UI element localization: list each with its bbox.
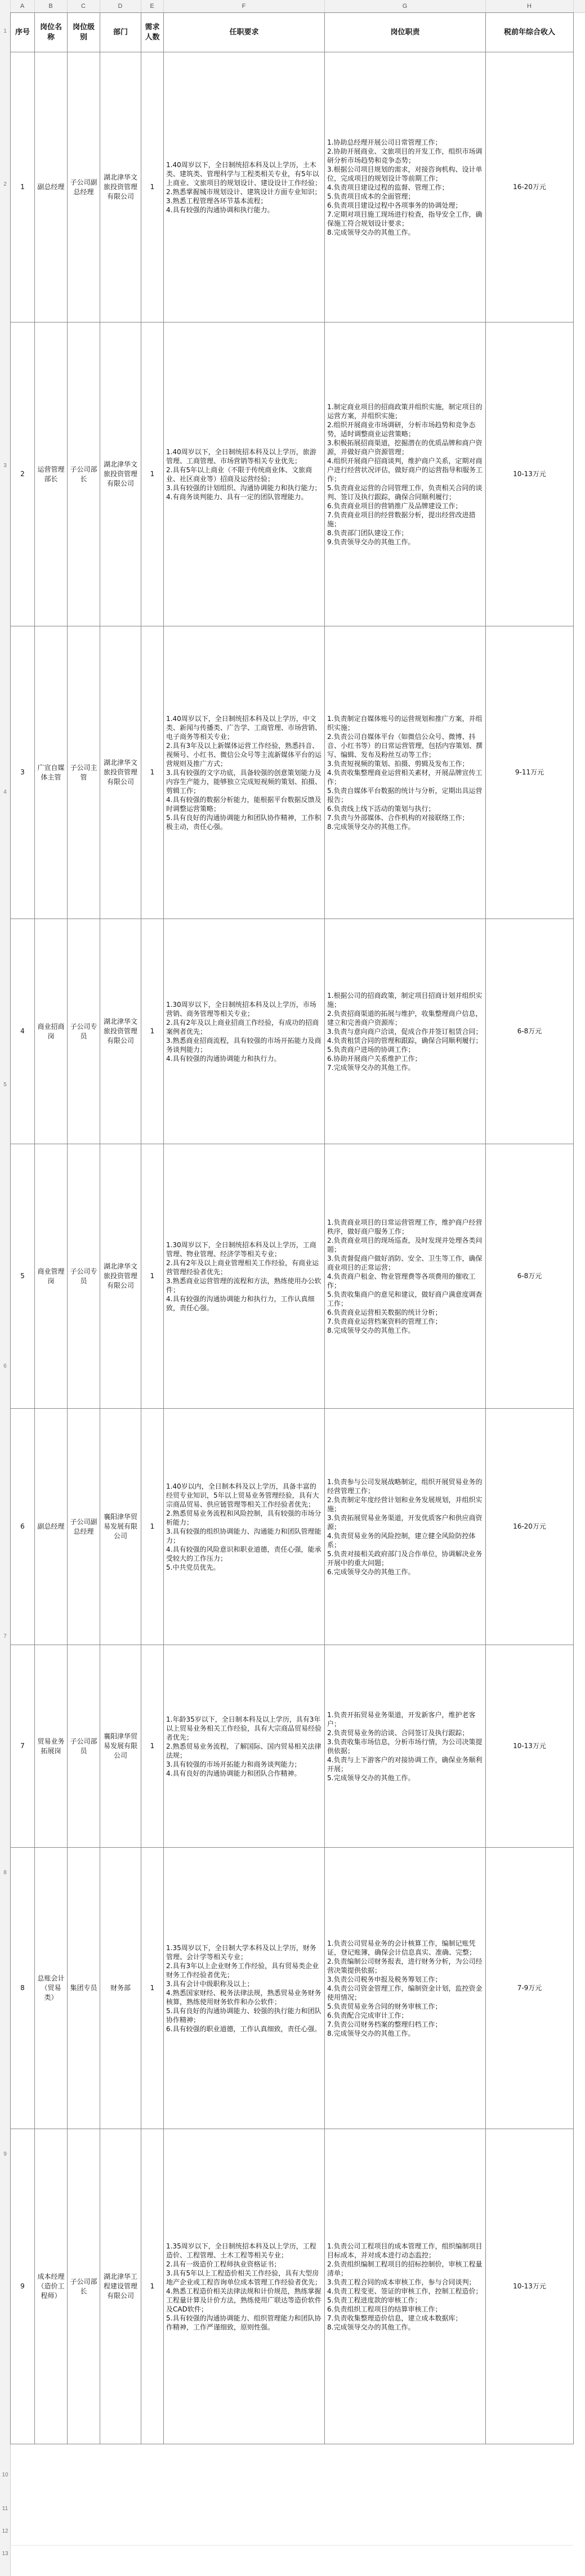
cell-position-level[interactable]: 集团专员 [68, 1848, 100, 2129]
cell-position-name[interactable]: 广宣自媒体主管 [35, 626, 68, 919]
cell-requirements[interactable]: 1.40岁以内，全日制本科及以上学历，具备丰富的经贸专业知识，5年以上贸易业务管理经验，具有大宗商品贸易、供应链管理等相关工作经验者优先； 2.熟悉贸易业务流程和风险控制，具有较强的市场分析能力； 3.具有较强的组织协调能力、沟通能力和团队管理能力； 4.具有较强的风险意识和职业道德，责任心强，能承受较大的工作压力； 5.中共党员优先。 [164, 1409, 325, 1645]
cell-seq[interactable]: 9 [11, 2129, 35, 2444]
cell-headcount[interactable]: 1 [141, 1645, 164, 1848]
cell-department[interactable]: 湖北津华文旅投资管理有限公司 [100, 919, 141, 1144]
table-row [11, 1144, 574, 1409]
table-row [11, 626, 574, 919]
cell-department[interactable]: 湖北津华文旅投资管理有限公司 [100, 626, 141, 919]
row-number-3[interactable]: 3 [3, 463, 7, 469]
row-number-5[interactable]: 5 [3, 1082, 7, 1088]
cell-position-name[interactable]: 运营管理部长 [35, 322, 68, 626]
cell-salary[interactable]: 10-13万元 [486, 322, 574, 626]
cell-department[interactable]: 襄阳津华贸易发展有限公司 [100, 1645, 141, 1848]
row-number-gutter [0, 12, 11, 2576]
cell-requirements[interactable]: 1.40周岁以下，全日制统招本科及以上学历，中文类、新闻与传播类、广告学、工商管理、市场营销、电子商务等相关专业； 2.具有3年及以上新媒体运营工作经验，熟悉抖音、视频号、小红书、微信公众号等主流新媒体平台的运营规则及推广方式； 3.具有较强的文字功底，具备较强的创意策划能力及内容生产能力，能够独立完成短视频的策划、拍摄、剪辑工作； 4.具有较强的数据分析能力，能根据平台数据反馈及时调整运营策略； 5.具有良好的沟通协调能力和团队协作精神，工作积极主动，责任心强。 [164, 626, 325, 919]
row-number-2[interactable]: 2 [3, 181, 7, 187]
cell-duties[interactable]: 1.制定商业项目的招商政策并组织实施，制定项目的运营方案，并组织实施； 2.组织开展商业市场调研，分析市场趋势和竞争态势，适时调整商业运营策略； 3.积极拓展招商渠道，挖掘潜在的优质品牌和商户资源，并做好商户资源管理； 4.组织开展商户招商谈判，维护商户关系，定期对商户进行经营状况评估，做好商户的运营指导和服务工作； 5.负责商业运营的合同管理工作，负责相关合同的谈判、签订及执行跟踪，确保合同顺利履行； 6.负责商业项目的营销推广及品牌建设工作； 7.负责商业项目的经营数据分析，提出经营改进措施； 8.负责部门团队建设工作； 9.负责领导交办的其他工作。 [325, 322, 486, 626]
cell-position-name[interactable]: 贸易业务拓展岗 [35, 1645, 68, 1848]
header-requirements[interactable]: 任职要求 [164, 13, 325, 52]
column-letter-b[interactable]: B [34, 0, 68, 12]
cell-duties[interactable]: 1.负责商业项目的日常运营管理工作，维护商户经营秩序，做好商户服务工作； 2.负责商业项目的现场巡查，及时发现并处理各类问题； 3.负责督促商户做好消防、安全、卫生等工作，确保商业项目的正常运营； 4.负责商户租金、物业管理费等各项费用的催收工作； 5.负责收集商户的意见和建议，做好商户满意度调查工作； 6.负责商业运营相关数据的统计分析； 7.负责商业运营档案资料的管理工作； 8.完成领导交办的其他工作。 [325, 1144, 486, 1409]
row-number-1[interactable]: 1 [3, 28, 7, 34]
column-letter-g[interactable]: G [324, 0, 486, 12]
cell-seq[interactable]: 4 [11, 919, 35, 1144]
cell-position-level[interactable]: 子公司主管 [68, 626, 100, 919]
column-letter-f[interactable]: F [163, 0, 325, 12]
cell-duties[interactable]: 1.负责开拓贸易业务渠道，开发新客户，维护老客户； 2.负责贸易业务的洽谈、合同签订及执行跟踪； 3.负责收集市场信息，分析市场行情，为公司决策提供依据； 4.负责与上下游客户的对接协调工作，确保业务顺利开展； 5.完成领导交办的其他工作。 [325, 1645, 486, 1848]
row-number-8[interactable]: 8 [3, 1870, 7, 1876]
table-row [11, 919, 574, 1144]
row-number-6[interactable]: 6 [3, 1363, 7, 1369]
cell-requirements[interactable]: 1.40周岁以下，全日制统招本科及以上学历，旅游管理、工商管理、市场营销等相关专业优先； 2.具有5年以上商业（不限于传统商业体、文旅商业、社区商业等）招商及运营经验； 3.具有较强的计划组织、沟通协调能力和执行能力； 4.有商务谈判能力、具有一定的团队管理能力。 [164, 322, 325, 626]
cell-duties[interactable]: 1.协助总经理开展公司日常管理工作； 2.协助开展商业、文旅项目的开发工作，组织市场调研分析市场趋势和竞争态势； 3.根据公司项目规划的需求，对接咨询机构、设计单位，完成项目的规划设计等前期工作； 4.负责项目建设过程的监督、管理工作； 5.负责项目成本的全面管理； 6.负责项目建设过程中各项事务的协调处理； 7.定期对项目施工现场进行检查，指导安全工作，确保施工符合规划设计要求； 8.完成领导交办的其他工作。 [325, 52, 486, 322]
cell-headcount[interactable]: 1 [141, 626, 164, 919]
row-number-11[interactable]: 11 [2, 2506, 8, 2512]
cell-headcount[interactable]: 1 [141, 322, 164, 626]
table-row [11, 322, 574, 626]
column-letter-c[interactable]: C [67, 0, 100, 12]
cell-headcount[interactable]: 1 [141, 1409, 164, 1645]
row-number-10[interactable]: 10 [2, 2472, 8, 2478]
row-number-7[interactable]: 7 [3, 1633, 7, 1639]
cell-position-name[interactable]: 商业管理岗 [35, 1144, 68, 1409]
cell-salary[interactable]: 10-13万元 [486, 2129, 574, 2444]
cell-requirements[interactable]: 1.30周岁以下，全日制统招本科及以上学历，工商管理、物业管理、经济学等相关专业； 2.具有2年及以上商业管理相关工作经验，有商业运营管理经验者优先； 3.熟悉商业运营管理的流程和方法，熟练使用办公软件； 4.具有较强的沟通协调能力和执行力，工作认真细致，责任心强。 [164, 1144, 325, 1409]
cell-headcount[interactable]: 1 [141, 919, 164, 1144]
row-number-4[interactable]: 4 [3, 789, 7, 795]
cell-department[interactable]: 湖北津华工程建设管理有限公司 [100, 2129, 141, 2444]
cell-seq[interactable]: 8 [11, 1848, 35, 2129]
header-salary[interactable]: 税前年综合收入 [486, 13, 574, 52]
cell-position-name[interactable]: 成本经理（造价工程师） [35, 2129, 68, 2444]
cell-headcount[interactable]: 1 [141, 1144, 164, 1409]
cell-salary[interactable]: 10-13万元 [486, 1645, 574, 1848]
cell-department[interactable]: 襄阳津华贸易发展有限公司 [100, 1409, 141, 1645]
table-row [11, 1409, 574, 1645]
header-department[interactable]: 部门 [100, 13, 141, 52]
cell-duties[interactable]: 1.根据公司的招商政策，制定项目招商计划并组织实施； 2.负责招商渠道的拓展与维护，收集整理商户信息，建立和完善商户资源库； 3.负责与意向商户洽谈，促成合作并签订租赁合同； 4.负责租赁合同的管理和跟踪，确保合同顺利履行； 5.负责商户进场的协调工作； 6.协助开展商户关系维护工作； 7.完成领导交办的其他工作。 [325, 919, 486, 1144]
cell-position-level[interactable]: 子公司副总经理 [68, 52, 100, 322]
cell-department[interactable]: 湖北津华文旅投资管理有限公司 [100, 1144, 141, 1409]
cell-headcount[interactable]: 1 [141, 2129, 164, 2444]
header-position-level[interactable]: 岗位级别 [68, 13, 100, 52]
header-row [11, 13, 574, 52]
table-row [11, 1848, 574, 2129]
cell-requirements[interactable]: 1.35周岁以下，全日制统招本科及以上学历，工程造价、工程管理、土木工程等相关专业； 2.具有一级造价工程师执业资格证书； 3.具有5年以上工程造价相关工作经验，具有大型房地产企业或工程咨询单位成本管理工作经验者优先； 4.熟悉工程造价相关法律法规和计价规范，熟练掌握工程量计算及计价方法，熟练使用广联达等造价软件及CAD软件； 5.具有较强的沟通协调能力、组织管理能力和团队协作精神，工作严谨细致，原则性强。 [164, 2129, 325, 2444]
cell-salary[interactable]: 9-11万元 [486, 626, 574, 919]
cell-department[interactable]: 财务部 [100, 1848, 141, 2129]
cell-seq[interactable]: 5 [11, 1144, 35, 1409]
cell-duties[interactable]: 1.负责公司贸易业务的会计核算工作，编制记账凭证，登记账簿，确保会计信息真实、准确、完整； 2.负责编制公司财务报表，进行财务分析，为公司经营决策提供依据； 3.负责公司税务申报及税务筹划工作； 4.负责公司资金管理工作，编制资金计划，监控资金使用情况； 5.负责贸易业务合同的财务审核工作； 6.负责配合完成审计工作； 7.负责公司财务档案的整理归档工作； 8.完成领导交办的其他工作。 [325, 1848, 486, 2129]
cell-position-level[interactable]: 子公司部长 [68, 322, 100, 626]
header-headcount[interactable]: 需求人数 [141, 13, 164, 52]
cell-department[interactable]: 湖北津华文旅投资管理有限公司 [100, 52, 141, 322]
row-number-13[interactable]: 13 [2, 2551, 8, 2557]
table-row [11, 52, 574, 322]
table-row [11, 1645, 574, 1848]
cell-requirements[interactable]: 1.年龄35岁以下，全日制本科及以上学历，具有3年以上贸易业务相关工作经验，具有大宗商品贸易经验者优先； 2.熟悉贸易业务流程，了解国际、国内贸易相关法律法规； 3.具有较强的市场开拓能力和商务谈判能力； 4.具有良好的沟通协调能力和团队合作精神。 [164, 1645, 325, 1848]
cell-requirements[interactable]: 1.35周岁以下，全日制大学本科及以上学历，财务管理、会计学等相关专业； 2.具有3年以上企业财务工作经验，具有贸易类企业财务工作经验者优先； 3.具有会计中级职称及以上； 4.熟悉国家财经、税务法律法规，熟悉贸易业务财务核算，熟练使用财务软件和办公软件； 5.具有良好的沟通协调能力、较强的执行能力和团队协作精神； 6.具有较强的职业道德，工作认真细致，责任心强。 [164, 1848, 325, 2129]
cell-seq[interactable]: 7 [11, 1645, 35, 1848]
column-letter-h[interactable]: H [485, 0, 574, 12]
cell-seq[interactable]: 1 [11, 52, 35, 322]
cell-position-name[interactable]: 总账会计（贸易类） [35, 1848, 68, 2129]
column-letter-e[interactable]: E [141, 0, 164, 12]
cell-headcount[interactable]: 1 [141, 52, 164, 322]
corner-cell[interactable] [0, 0, 11, 12]
header-duties[interactable]: 岗位职责 [325, 13, 486, 52]
sheet-bottom-divider [10, 2545, 573, 2546]
cell-salary[interactable]: 6-8万元 [486, 919, 574, 1144]
cell-seq[interactable]: 6 [11, 1409, 35, 1645]
cell-seq[interactable]: 2 [11, 322, 35, 626]
row-number-9[interactable]: 9 [3, 2151, 7, 2157]
cell-position-level[interactable]: 子公司副总经理 [68, 1409, 100, 1645]
cell-salary[interactable]: 16-20万元 [486, 52, 574, 322]
cell-salary[interactable]: 16-20万元 [486, 1409, 574, 1645]
cell-position-name[interactable]: 副总经理 [35, 1409, 68, 1645]
cell-salary[interactable]: 6-8万元 [486, 1144, 574, 1409]
row-number-12[interactable]: 12 [2, 2528, 8, 2534]
cell-position-name[interactable]: 副总经理 [35, 52, 68, 322]
header-seq[interactable]: 序号 [11, 13, 35, 52]
cell-headcount[interactable]: 1 [141, 1848, 164, 2129]
cell-duties[interactable]: 1.负责参与公司发展战略制定，组织开展贸易业务的经营管理工作； 2.负责制定年度经营计划和业务发展规划，并组织实施； 3.负责拓展贸易业务渠道，开发优质客户和供应商资源； 4.负责贸易业务的风险控制，建立健全风险防控体系； 5.负责对接相关政府部门及合作单位，协调解决业务开展中的重大问题； 6.完成领导交办的其他工作。 [325, 1409, 486, 1645]
cell-department[interactable]: 湖北津华文旅投资管理有限公司 [100, 322, 141, 626]
cell-position-level[interactable]: 子公司部员 [68, 1645, 100, 1848]
cell-duties[interactable]: 1.负责公司工程项目的成本管理工作，组织编制项目目标成本，并对成本进行动态监控； 2.负责组织编制工程项目的招标控制价，审核工程量清单； 3.负责工程合同的成本审核工作，参与合同谈判； 4.负责工程变更、签证的审核工作，控制工程造价； 5.负责工程进度款的审核工作； 6.负责组织工程项目的结算审核工作； 7.负责收集整理造价信息，建立成本数据库； 8.完成领导交办的其他工作。 [325, 2129, 486, 2444]
cell-seq[interactable]: 3 [11, 626, 35, 919]
cell-duties[interactable]: 1.负责制定自媒体账号的运营规划和推广方案，并组织实施； 2.负责公司自媒体平台（如微信公众号、微博、抖音、小红书等）的日常运营管理，包括内容策划、撰写、编辑、发布及粉丝互动等工作； 3.负责短视频的策划、拍摄、剪辑及发布工作； 4.负责收集整理商业运营相关素材，开展品牌宣传工作； 5.负责自媒体平台数据的统计与分析，定期出具运营报告； 6.负责线上线下活动的策划与执行； 7.负责与外部媒体、合作机构的对接联络工作； 8.完成领导交办的其他工作。 [325, 626, 486, 919]
cell-requirements[interactable]: 1.30周岁以下，全日制统招本科及以上学历，市场营销、商务管理等相关专业； 2.具有2年及以上商业招商工作经验，有成功的招商案例者优先； 3.熟悉商业招商流程，具有较强的市场开拓能力及商务谈判能力； 4.具有较强的沟通协调能力和执行力。 [164, 919, 325, 1144]
recruitment-table [10, 12, 574, 2444]
cell-salary[interactable]: 7-9万元 [486, 1848, 574, 2129]
cell-requirements[interactable]: 1.40周岁以下，全日制统招本科及以上学历，土木类、建筑类、管理科学与工程类相关专业，有5年以上商业、文旅项目的规划设计、建设设计工作经验； 2.熟悉掌握城市规划设计、建筑设计方面专业知识； 3.熟悉工程管理各环节基本流程； 4.具有较强的沟通协调和执行能力。 [164, 52, 325, 322]
cell-position-level[interactable]: 子公司部长 [68, 2129, 100, 2444]
cell-position-level[interactable]: 子公司专员 [68, 1144, 100, 1409]
header-position-name[interactable]: 岗位名称 [35, 13, 68, 52]
column-letter-header [0, 0, 585, 13]
cell-position-name[interactable]: 商业招商岗 [35, 919, 68, 1144]
column-letter-a[interactable]: A [10, 0, 35, 12]
column-letter-d[interactable]: D [100, 0, 141, 12]
table-row [11, 2129, 574, 2444]
cell-position-level[interactable]: 子公司专员 [68, 919, 100, 1144]
